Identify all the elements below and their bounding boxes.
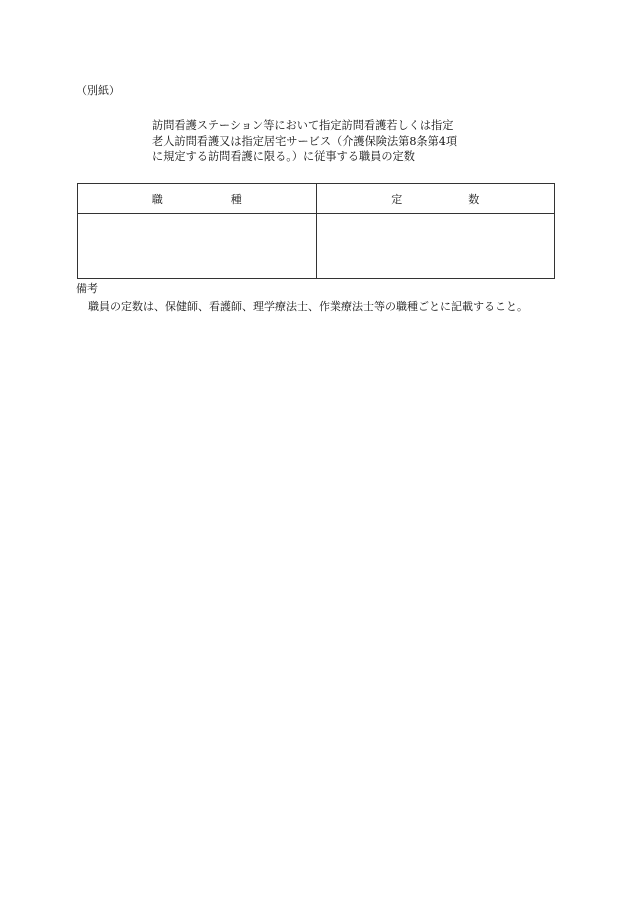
job-type-cell (78, 214, 317, 279)
table-header-row (78, 184, 555, 214)
title-line-3: に規定する訪問看護に限る。）に従事する職員の定数 (152, 150, 415, 163)
title-line-2: 老人訪問看護又は指定居宅サービス（介護保険法第8条第4項 (152, 134, 458, 148)
header-capacity-char-1: 定 (391, 192, 403, 206)
staff-table (77, 183, 555, 279)
header-capacity (316, 184, 555, 214)
capacity-cell (316, 214, 555, 279)
header-capacity-char-2: 数 (468, 192, 480, 206)
header-job-type-char-2: 種 (230, 192, 242, 206)
table-row (78, 214, 555, 279)
remarks-title: 備考 (76, 282, 98, 295)
header-job-type-char-1: 職 (151, 192, 163, 206)
header-job-type (78, 184, 317, 214)
document-title (152, 118, 492, 165)
title-line-1: 訪問看護ステーション等において指定訪問看護若しくは指定 (152, 119, 454, 132)
attachment-label: （別紙） (76, 84, 120, 97)
remarks-text: 職員の定数は、保健師、看護師、理学療法士、作業療法士等の職種ごとに記載すること。 (88, 300, 528, 313)
